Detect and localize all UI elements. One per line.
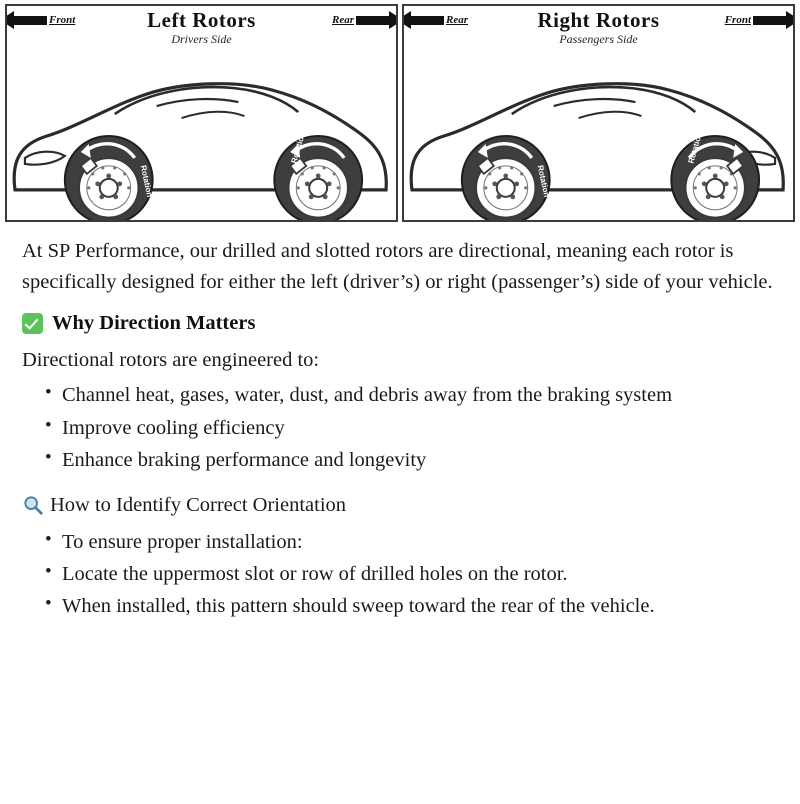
right-side-car-illustration [404,40,793,220]
left-rotors-panel [5,4,398,222]
right-rotors-panel [402,4,795,222]
magnifying-glass-icon [22,494,44,516]
check-mark-icon [22,313,43,334]
list-item: • Locate the uppermost slot or row of drilled holes on the rotor. [62,559,778,590]
left-panel-rear-tag [332,14,390,26]
document-page [0,4,800,804]
left-panel-title: Left Rotors [147,8,256,32]
left-side-car-illustration [7,40,396,220]
right-panel-subtitle: Passengers Side [559,32,638,46]
article-body [0,222,800,622]
left-panel-subtitle: Drivers Side [171,32,232,46]
svg-text:Rotation: Rotation [535,164,552,198]
right-panel-front-label: Front [724,14,751,26]
list-item: • When installed, this pattern should sweep toward the rear of the vehicle. [62,591,778,622]
list-item: • To ensure proper installation: [62,527,778,558]
right-panel-front-tag [725,14,787,26]
list-item: • Improve cooling efficiency [62,413,778,444]
left-panel-front-label: Front [49,14,76,26]
left-panel-front-tag [13,14,75,26]
left-panel-rear-label: Rear [332,14,354,26]
right-panel-rear-label: Rear [446,14,468,26]
why-bullet-list [22,380,778,475]
rotor-direction-diagram [5,4,795,222]
intro-paragraph: At SP Performance, our drilled and slotted rotors are directional, meaning each rotor is specifically designed for either the left (driver’s) or right (passenger’s) side of your vehicle. [22,240,773,294]
identify-orientation-heading [22,494,778,517]
arrow-left-icon [13,16,47,25]
right-panel-title: Right Rotors [537,8,660,32]
arrow-right-icon [753,16,787,25]
identify-heading-text: How to Identify Correct Orientation [50,493,347,516]
svg-text:Rotation: Rotation [138,164,155,198]
svg-text:Rotation: Rotation [289,130,308,165]
why-heading-text: Why Direction Matters [52,312,256,335]
arrow-left-icon [410,16,444,25]
why-direction-matters-heading [22,312,778,335]
why-intro-paragraph: Directional rotors are engineered to: [22,349,320,372]
svg-text:Rotation: Rotation [686,130,705,165]
identify-bullet-list [22,527,778,622]
list-item: • Enhance braking performance and longevity [62,445,778,476]
right-panel-rear-tag [410,14,468,26]
arrow-right-icon [356,16,390,25]
list-item: • Channel heat, gases, water, dust, and debris away from the braking system [62,380,778,411]
